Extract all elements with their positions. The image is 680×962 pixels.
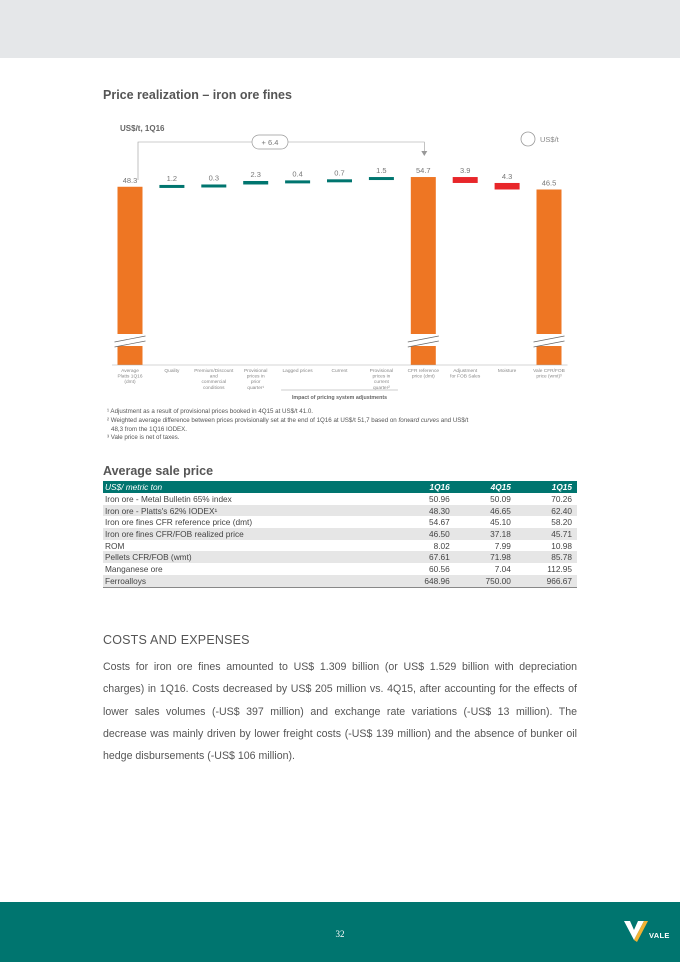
data-label-6: 1.5	[376, 166, 387, 176]
footnote-1: ¹ Adjustment as a result of provisional prices booked in 4Q15 at US$/t 41.0.	[107, 408, 314, 415]
category-label-7: CFR reference price (dmt)	[407, 369, 440, 380]
table-row: Iron ore fines CFR reference price (dmt) 54.67 45.10 58.20	[105, 517, 572, 528]
header-4q15: 4Q15	[455, 481, 516, 493]
table-row: Iron ore - Metal Bulletin 65% index 50.96 50.09 70.26	[105, 493, 572, 504]
category-label-6: Provisional prices in current quarter²	[369, 369, 394, 391]
category-label-4: Lagged prices	[282, 369, 313, 374]
bar-1	[159, 185, 184, 188]
data-label-7: 54.7	[415, 166, 431, 176]
page-number: 32	[335, 929, 345, 939]
top-band	[0, 0, 680, 58]
category-label-3: Provisional prices in prior quarter¹	[243, 369, 268, 391]
category-label-8: Adjustment for FOB Sales	[450, 369, 481, 380]
data-label-0: 48.3	[122, 175, 138, 185]
footer-band	[0, 902, 680, 962]
data-label-2: 0.3	[208, 173, 220, 183]
bar-9	[495, 183, 520, 190]
average-sale-price-table	[103, 481, 577, 588]
chart-title: US$/t, 1Q16	[120, 124, 165, 133]
table-row: Iron ore - Platts's 62% IODEX¹ 48.30 46.65 62.40	[103, 505, 577, 517]
costs-heading: COSTS AND EXPENSES	[103, 633, 250, 647]
sum-label: + 6.4	[261, 138, 279, 147]
header-1q15: 1Q15	[516, 481, 577, 493]
data-label-9: 4.3	[501, 171, 513, 181]
header-1q16: 1Q16	[394, 481, 455, 493]
table-row: Iron ore fines CFR/FOB realized price 46.50 37.18 45.71	[103, 528, 577, 540]
price-realization-heading: Price realization – iron ore fines	[103, 88, 292, 102]
footnote-2: ² Weighted average difference between prices provisionally set at the end of 1Q16 at US$/t 51,7 based on forward curves and US$/t	[107, 416, 469, 424]
data-label-8: 3.9	[459, 166, 471, 176]
header-unit: US$/ metric ton	[103, 481, 394, 493]
average-sale-price-heading: Average sale price	[103, 464, 214, 478]
footnote-2-cont: 48,3 from the 1Q16 IODEX.	[111, 425, 188, 433]
data-label-3: 2.3	[250, 169, 261, 179]
costs-paragraph: Costs for iron ore fines amounted to US$ 1.309 billion (or US$ 1.529 billion with depreciation charges) in 1Q16. Costs decreased by US$ 205 million vs. 4Q15, after accounting for the effects of lower sales volumes (-US$ 397 million) and exchange rate variations (-US$ 13 million). The decrease was mainly driven by lower freight costs (-US$ 139 million) and the absence of bunker oil hedge disbursements (-US$ 106 million).	[103, 661, 577, 763]
waterfall-chart	[0, 110, 680, 410]
logo-text: VALE	[649, 931, 670, 940]
bar-6	[369, 177, 394, 180]
unit-legend-icon	[521, 132, 535, 146]
table-header-row	[103, 481, 577, 493]
category-label-5: Current	[331, 369, 348, 374]
category-label-2: Premium/Discount and commercial conditions	[194, 369, 234, 391]
data-label-5: 0.7	[334, 168, 345, 178]
category-label-10: Vale CFR/FOB price (wmt)³	[533, 369, 565, 380]
category-label-9: Moisture	[497, 369, 517, 374]
bar-3	[243, 181, 268, 184]
sum-bracket-arrow	[421, 151, 427, 156]
group-label: Impact of pricing system adjustments	[291, 395, 388, 401]
data-label-10: 46.5	[541, 178, 557, 188]
data-label-1: 1.2	[166, 173, 178, 183]
bar-8	[453, 177, 478, 183]
data-label-4: 0.4	[292, 169, 303, 179]
table-row: Pellets CFR/FOB (wmt) 67.61 71.98 85.78	[103, 551, 577, 563]
bar-5	[327, 179, 352, 182]
footnote-3: ³ Vale price is net of taxes.	[107, 434, 180, 442]
bar-2	[201, 184, 226, 187]
table-row: Ferroalloys 648.96 750.00 966.67	[103, 575, 577, 587]
footnotes	[107, 408, 468, 443]
table-row: ROM 8.02 7.99 10.98	[105, 540, 572, 551]
table-row: Manganese ore 60.56 7.04 112.95	[105, 563, 572, 574]
category-label-0: Average Platts 1Q16 (dmt)	[117, 369, 143, 386]
category-label-1: Quality	[164, 369, 180, 374]
bar-4	[285, 180, 310, 183]
unit-legend: US$/t	[540, 135, 559, 144]
